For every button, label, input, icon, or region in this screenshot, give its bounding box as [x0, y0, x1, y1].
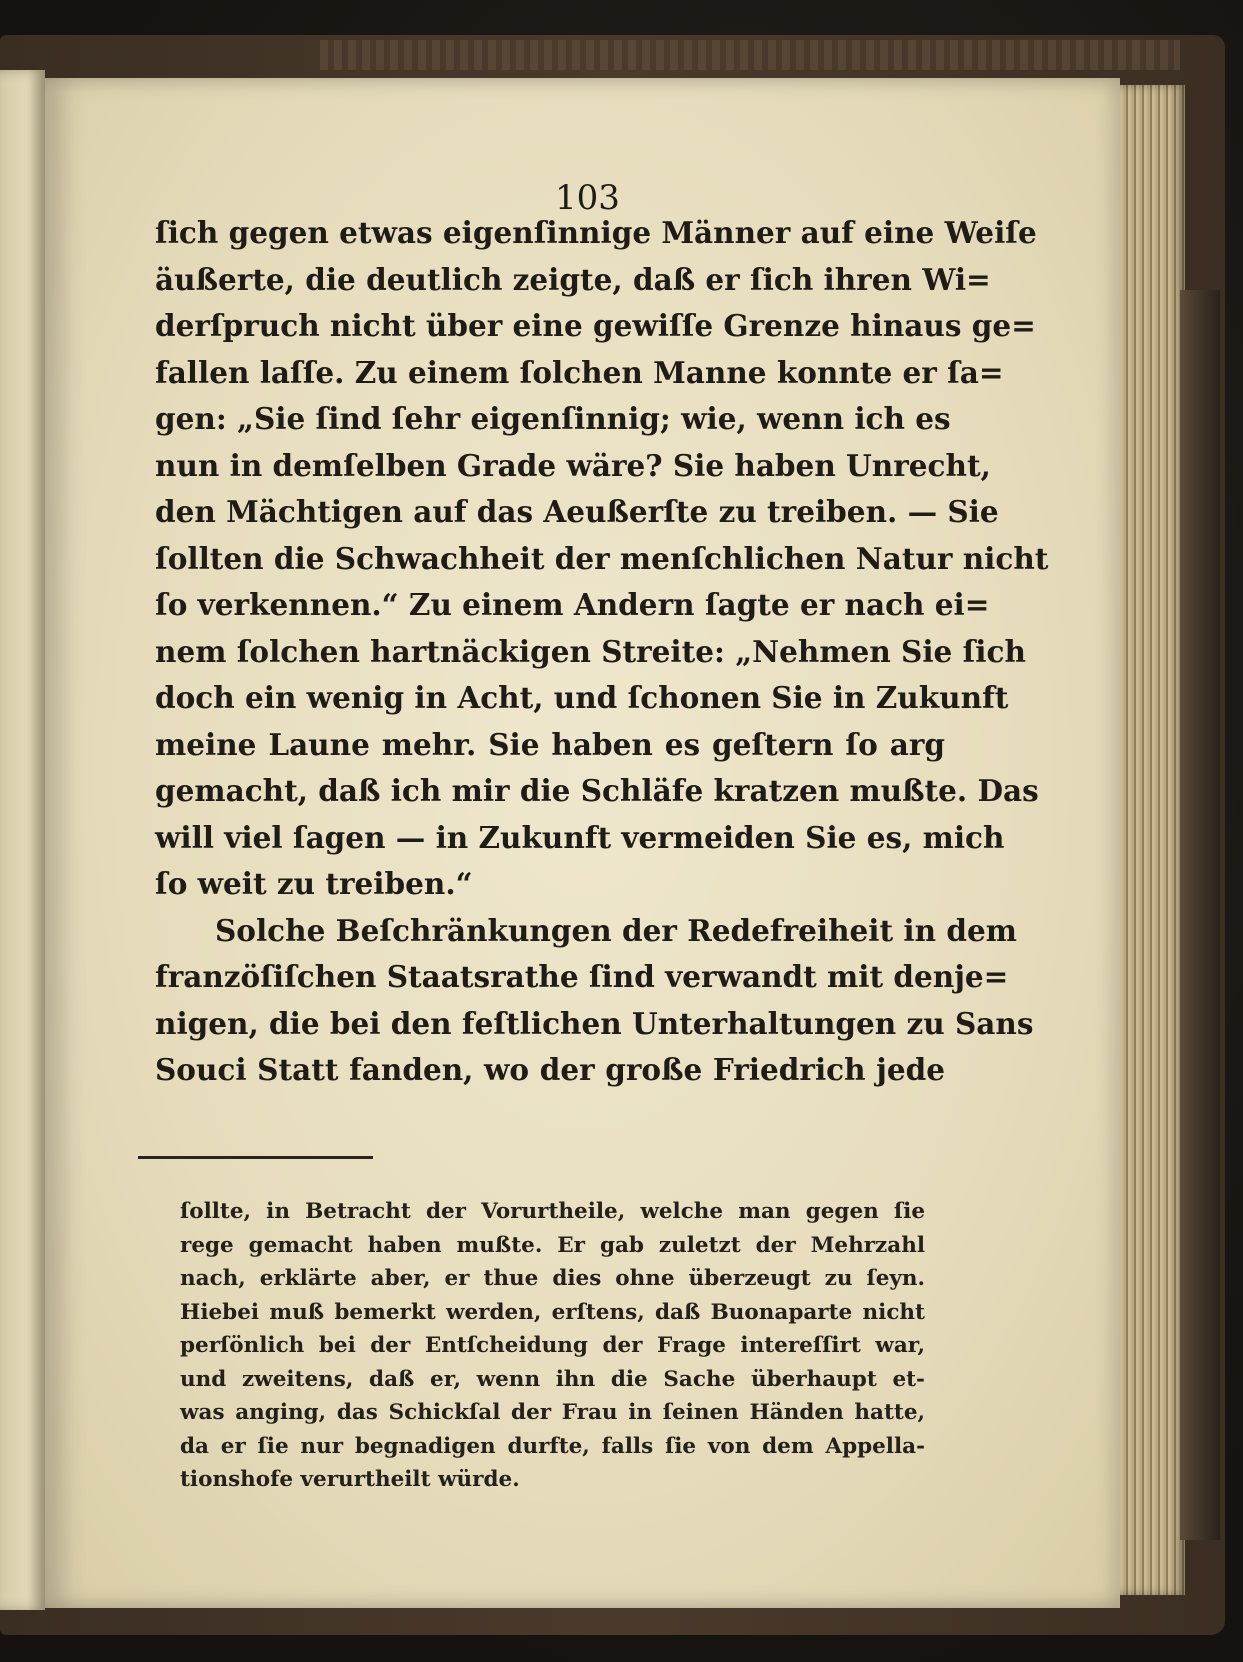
- text-line: nem ſolchen hartnäckigen Streite: „Nehmen Sie ſich: [155, 633, 1026, 669]
- footnote-line: tionshofe verurtheilt würde.: [180, 1467, 520, 1492]
- footnote-line: perſönlich bei der Entſcheidung der Frage intereſſirt war,: [180, 1333, 925, 1358]
- text-line: ſo verkennen.“ Zu einem Andern ſagte er nach ei=: [155, 587, 990, 622]
- footnote-line: was anging, das Schickſal der Frau in ſeinen Händen hatte,: [180, 1400, 925, 1425]
- footnote-line: ſollte, in Betracht der Vorurtheile, welche man gegen ſie: [180, 1199, 925, 1224]
- footnote-text: [180, 1195, 925, 1497]
- text-line: nun in demſelben Grade wäre? Sie haben Unrecht,: [155, 447, 991, 483]
- paragraph-start-line: Solche Beſchränkungen der Redefreiheit in dem: [215, 912, 1017, 948]
- footnote-line: Hiebei muß bemerkt werden, erſtens, daß Buonaparte nicht: [180, 1299, 925, 1325]
- text-line: franzöſiſchen Staatsrathe ſind verwandt mit denje=: [155, 959, 1009, 994]
- text-line: den Mächtigen auf das Aeußerſte zu treiben. — Sie: [155, 494, 999, 529]
- text-line: nigen, die bei den feſtlichen Unterhaltungen zu Sans: [155, 1005, 1034, 1041]
- page-number: 103: [555, 178, 620, 218]
- back-cover-edge: [1180, 290, 1220, 1540]
- footnote-line: rege gemacht haben mußte. Er gab zuletzt der Mehrzahl: [180, 1232, 925, 1258]
- footnote-divider: [138, 1156, 373, 1159]
- footnote-line: da er ſie nur begnadigen durfte, falls ſie von dem Appella-: [180, 1433, 925, 1459]
- text-line: ſich gegen etwas eigenſinnige Männer auf eine Weiſe: [155, 215, 1037, 250]
- text-line: will viel ſagen — in Zukunft vermeiden Sie es, mich: [155, 819, 1005, 855]
- text-line: derſpruch nicht über eine gewiſſe Grenze hinaus ge=: [155, 308, 1036, 343]
- footnote-line: nach, erklärte aber, er thue dies ohne überzeugt zu ſeyn.: [180, 1266, 925, 1291]
- text-line: ſo weit zu treiben.“: [155, 866, 473, 901]
- text-line: doch ein wenig in Acht, und ſchonen Sie in Zukunft: [155, 680, 1009, 715]
- footnote-line: und zweitens, daß er, wenn ihn die Sache überhaupt et-: [180, 1366, 925, 1392]
- text-line: ſollten die Schwachheit der menſchlichen Natur nicht: [155, 540, 1049, 576]
- text-line: fallen laſſe. Zu einem ſolchen Manne konnte er ſa=: [155, 354, 1004, 390]
- left-page-sliver: [0, 70, 45, 1610]
- text-line: gemacht, daß ich mir die Schläfe kratzen mußte. Das: [155, 773, 1039, 808]
- text-line: Souci Statt fanden, wo der große Friedrich jede: [155, 1052, 945, 1087]
- book-spine-edge: [320, 40, 1180, 70]
- text-line: meine Laune mehr. Sie haben es geſtern ſo arg: [155, 726, 945, 762]
- body-text: [155, 210, 1049, 1094]
- text-line: gen: „Sie ſind ſehr eigenſinnig; wie, wenn ich es: [155, 401, 951, 436]
- text-line: äußerte, die deutlich zeigte, daß er ſich ihren Wi=: [155, 261, 991, 297]
